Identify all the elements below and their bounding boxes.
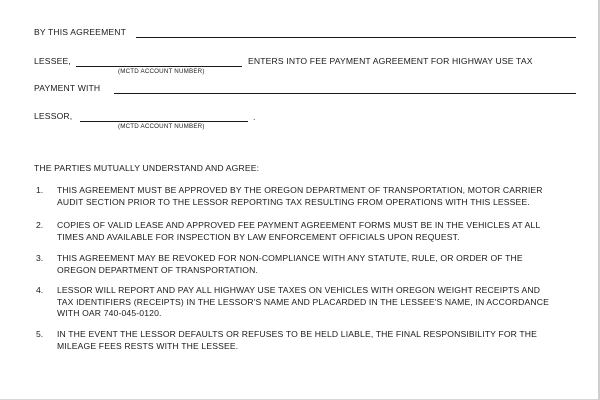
- clause-text: LESSOR WILL REPORT AND PAY ALL HIGHWAY USE TAXES ON VEHICLES WITH OREGON WEIGHT RECEIPTS AND TAX IDENTIFIERS (RECEIPTS) IN THE LESSOR'S NAME AND PLACARDED IN THE LESSEE'S NAME, IN ACCORDANCE WITH OAR 740-045-0120.: [57, 285, 550, 318]
- clause-text: COPIES OF VALID LEASE AND APPROVED FEE PAYMENT AGREEMENT FORMS MUST BE IN THE VEHICLES AT ALL TIMES AND AVAILABLE FOR INSPECTION BY LAW ENFORCEMENT OFFICIALS UPON REQUEST.: [57, 220, 541, 242]
- lessee-label: LESSEE,: [34, 56, 71, 66]
- clause-number: 4.: [36, 285, 44, 295]
- lessor-label: LESSOR,: [34, 111, 73, 121]
- clause-text: IN THE EVENT THE LESSOR DEFAULTS OR REFUSES TO BE HELD LIABLE, THE FINAL RESPONSIBILITY FOR THE MILEAGE FEES RESTS WITH THE LESSEE.: [57, 329, 538, 351]
- parties-intro: THE PARTIES MUTUALLY UNDERSTAND AND AGREE:: [34, 163, 260, 173]
- clause-number: 1.: [36, 185, 44, 195]
- clause-number: 5.: [36, 329, 44, 339]
- lessee-agreement-text: ENTERS INTO FEE PAYMENT AGREEMENT FOR HIGHWAY USE TAX: [248, 56, 533, 66]
- clause-number: 3.: [36, 253, 44, 263]
- by-this-agreement-blank-line: [136, 37, 576, 38]
- payment-with-label: PAYMENT WITH: [34, 83, 101, 93]
- lessor-period: .: [253, 112, 256, 122]
- by-this-agreement-label: BY THIS AGREEMENT: [34, 27, 127, 37]
- lessee-mctd-caption: (MCTD ACCOUNT NUMBER): [118, 68, 205, 75]
- lessor-mctd-caption: (MCTD ACCOUNT NUMBER): [118, 123, 205, 130]
- payment-with-blank-line: [114, 93, 576, 94]
- clause-number: 2.: [36, 220, 44, 230]
- lessee-account-blank-line: [76, 66, 242, 67]
- lessor-account-blank-line: [80, 121, 248, 122]
- clause-text: THIS AGREEMENT MAY BE REVOKED FOR NON-COMPLIANCE WITH ANY STATUTE, RULE, OR ORDER OF THE OREGON DEPARTMENT OF TRANSPORTATION.: [57, 253, 523, 275]
- clause-text: THIS AGREEMENT MUST BE APPROVED BY THE OREGON DEPARTMENT OF TRANSPORTATION, MOTOR CARRIER AUDIT SECTION PRIOR TO THE LESSOR REPORTING TAX RESULTING FROM OPERATIONS WITH THIS LESSEE.: [57, 185, 543, 207]
